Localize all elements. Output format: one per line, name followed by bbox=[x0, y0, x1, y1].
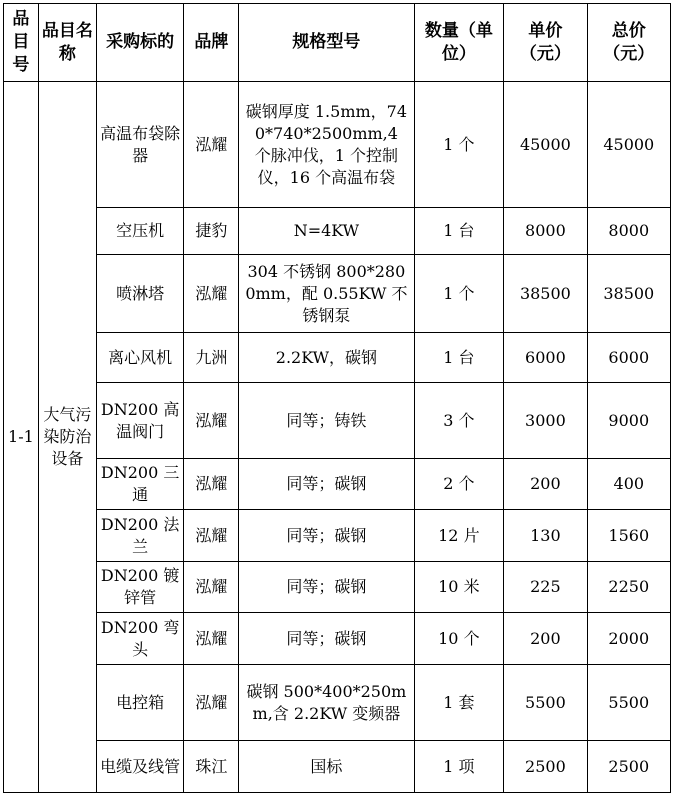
cell-qty: 10 米 bbox=[414, 562, 504, 613]
group-item-name: 大气污染防治设备 bbox=[38, 82, 96, 793]
cell-spec: 304 不锈钢 800*2800mm，配 0.55KW 不锈钢泵 bbox=[239, 255, 414, 333]
cell-unit-price: 130 bbox=[504, 510, 587, 562]
cell-qty: 1 个 bbox=[414, 82, 504, 208]
cell-total-price: 2000 bbox=[587, 613, 670, 665]
cell-spec: 同等；铸铁 bbox=[239, 383, 414, 459]
table-row bbox=[4, 459, 671, 510]
cell-spec: 碳钢厚度 1.5mm，740*740*2500mm,4 个脉冲伐，1 个控制仪，16 个高温布袋 bbox=[239, 82, 414, 208]
cell-target: 离心风机 bbox=[96, 333, 184, 383]
header-qty: 数量（单位） bbox=[414, 4, 504, 82]
cell-unit-price: 5500 bbox=[504, 665, 587, 741]
cell-spec: 同等；碳钢 bbox=[239, 613, 414, 665]
header-brand: 品牌 bbox=[184, 4, 239, 82]
cell-total-price: 400 bbox=[587, 459, 670, 510]
header-total-price: 总价（元） bbox=[587, 4, 670, 82]
table-row bbox=[4, 613, 671, 665]
cell-spec: 同等；碳钢 bbox=[239, 510, 414, 562]
table-row bbox=[4, 82, 671, 208]
cell-brand: 泓耀 bbox=[184, 562, 239, 613]
cell-unit-price: 225 bbox=[504, 562, 587, 613]
cell-qty: 12 片 bbox=[414, 510, 504, 562]
table-row bbox=[4, 562, 671, 613]
cell-unit-price: 8000 bbox=[504, 208, 587, 255]
cell-brand: 泓耀 bbox=[184, 459, 239, 510]
cell-spec: N=4KW bbox=[239, 208, 414, 255]
cell-total-price: 6000 bbox=[587, 333, 670, 383]
cell-qty: 1 台 bbox=[414, 208, 504, 255]
cell-qty: 1 套 bbox=[414, 665, 504, 741]
cell-target: 高温布袋除器 bbox=[96, 82, 184, 208]
cell-brand: 九洲 bbox=[184, 333, 239, 383]
cell-unit-price: 6000 bbox=[504, 333, 587, 383]
cell-qty: 10 个 bbox=[414, 613, 504, 665]
table-row bbox=[4, 741, 671, 793]
header-target: 采购标的 bbox=[96, 4, 184, 82]
procurement-table bbox=[3, 3, 671, 793]
cell-brand: 泓耀 bbox=[184, 82, 239, 208]
cell-target: DN200 三通 bbox=[96, 459, 184, 510]
cell-unit-price: 200 bbox=[504, 613, 587, 665]
cell-brand: 泓耀 bbox=[184, 383, 239, 459]
cell-brand: 泓耀 bbox=[184, 613, 239, 665]
cell-unit-price: 45000 bbox=[504, 82, 587, 208]
cell-qty: 1 台 bbox=[414, 333, 504, 383]
header-spec: 规格型号 bbox=[239, 4, 414, 82]
header-item-name: 品目名称 bbox=[38, 4, 96, 82]
group-item-no: 1-1 bbox=[4, 82, 39, 793]
cell-qty: 1 个 bbox=[414, 255, 504, 333]
table-row bbox=[4, 208, 671, 255]
cell-unit-price: 2500 bbox=[504, 741, 587, 793]
cell-spec: 同等；碳钢 bbox=[239, 562, 414, 613]
cell-brand: 珠江 bbox=[184, 741, 239, 793]
cell-total-price: 2500 bbox=[587, 741, 670, 793]
table-row bbox=[4, 255, 671, 333]
cell-spec: 同等；碳钢 bbox=[239, 459, 414, 510]
cell-total-price: 1560 bbox=[587, 510, 670, 562]
cell-spec: 2.2KW，碳钢 bbox=[239, 333, 414, 383]
header-unit-price: 单价（元） bbox=[504, 4, 587, 82]
cell-qty: 1 项 bbox=[414, 741, 504, 793]
cell-spec: 碳钢 500*400*250mm,含 2.2KW 变频器 bbox=[239, 665, 414, 741]
cell-unit-price: 3000 bbox=[504, 383, 587, 459]
cell-unit-price: 38500 bbox=[504, 255, 587, 333]
cell-total-price: 9000 bbox=[587, 383, 670, 459]
header-item-no: 品目号 bbox=[4, 4, 39, 82]
cell-brand: 泓耀 bbox=[184, 255, 239, 333]
cell-target: DN200 高温阀门 bbox=[96, 383, 184, 459]
cell-unit-price: 200 bbox=[504, 459, 587, 510]
cell-total-price: 38500 bbox=[587, 255, 670, 333]
cell-brand: 泓耀 bbox=[184, 665, 239, 741]
cell-total-price: 8000 bbox=[587, 208, 670, 255]
cell-target: 空压机 bbox=[96, 208, 184, 255]
cell-target: DN200 镀锌管 bbox=[96, 562, 184, 613]
cell-target: 喷淋塔 bbox=[96, 255, 184, 333]
table-row bbox=[4, 383, 671, 459]
cell-target: DN200 弯头 bbox=[96, 613, 184, 665]
cell-qty: 3 个 bbox=[414, 383, 504, 459]
table-row bbox=[4, 510, 671, 562]
cell-total-price: 5500 bbox=[587, 665, 670, 741]
cell-qty: 2 个 bbox=[414, 459, 504, 510]
header-row bbox=[4, 4, 671, 82]
cell-total-price: 2250 bbox=[587, 562, 670, 613]
cell-brand: 捷豹 bbox=[184, 208, 239, 255]
cell-spec: 国标 bbox=[239, 741, 414, 793]
cell-target: 电缆及线管 bbox=[96, 741, 184, 793]
table-row bbox=[4, 665, 671, 741]
cell-target: 电控箱 bbox=[96, 665, 184, 741]
cell-brand: 泓耀 bbox=[184, 510, 239, 562]
table-row bbox=[4, 333, 671, 383]
cell-target: DN200 法兰 bbox=[96, 510, 184, 562]
cell-total-price: 45000 bbox=[587, 82, 670, 208]
